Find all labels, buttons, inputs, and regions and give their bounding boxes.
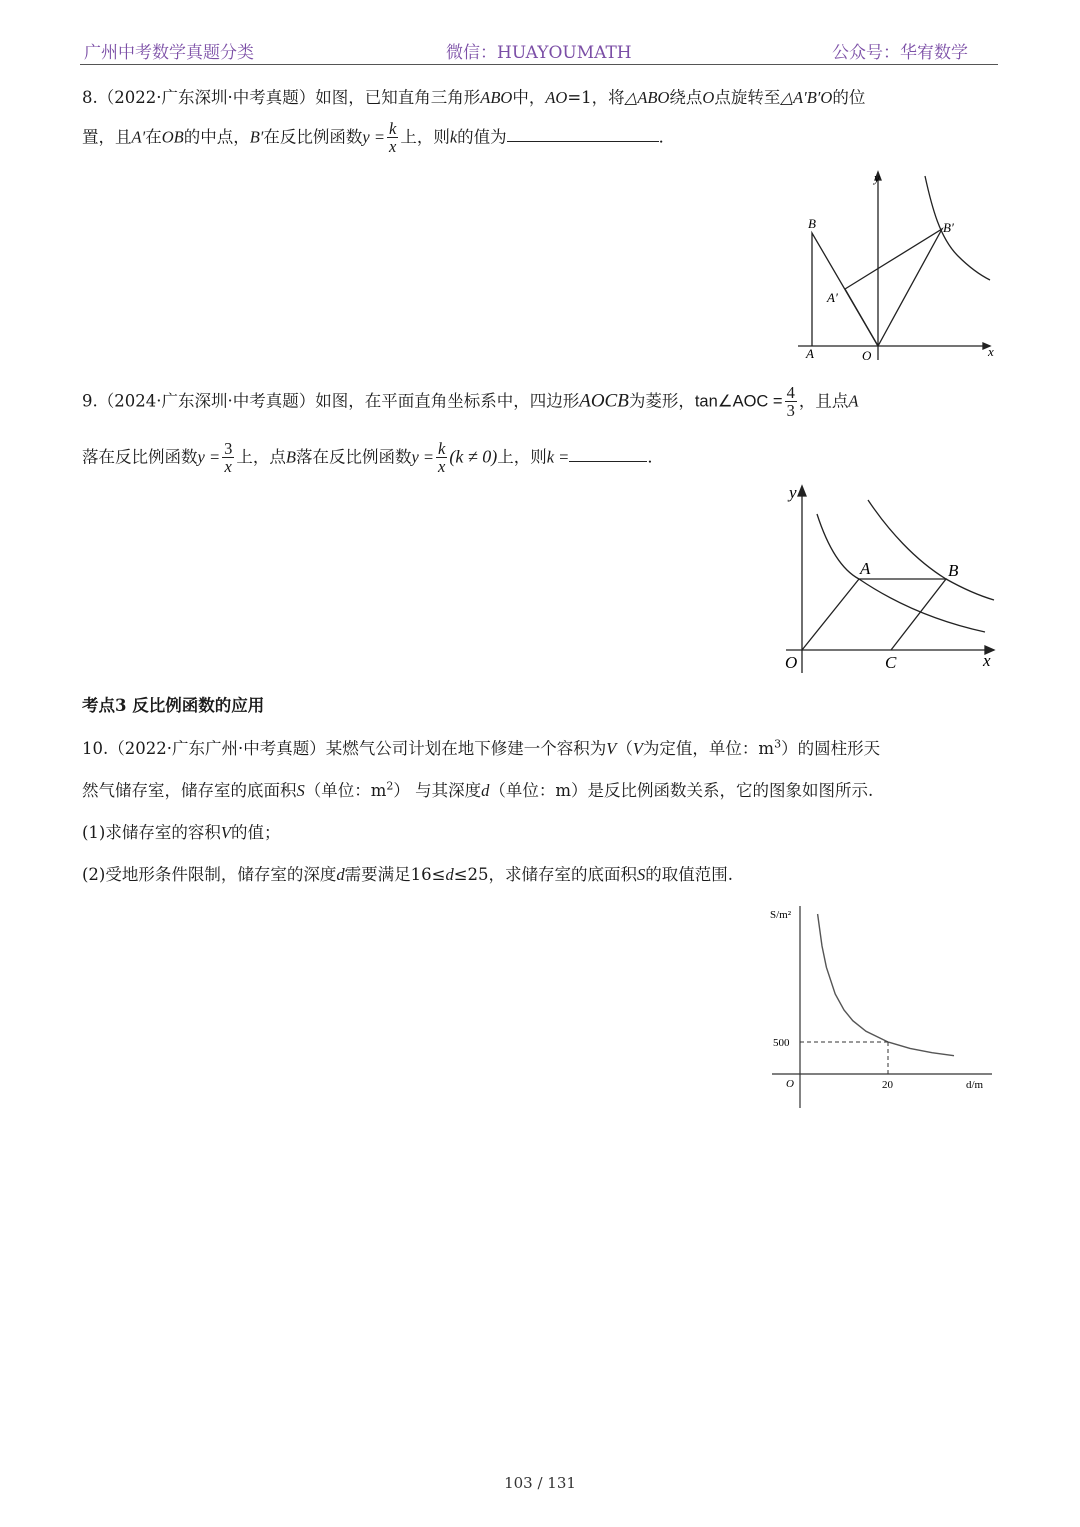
q9-tan-fraction: $\frac{4}{3}$: [786, 383, 795, 421]
q9-answer-blank[interactable]: [569, 447, 647, 462]
q8-fraction: $\frac{k}{x}$: [389, 119, 397, 157]
q8-triangle-apbpo: [845, 229, 942, 346]
q9-line1: 9.（2024·广东深圳·中考真题）如图，在平面直角坐标系中，四边形AOCB为菱形，tan∠AOC = $\frac{4}{3}$ ，且点A: [82, 383, 859, 421]
q9-label-a: A: [860, 559, 871, 578]
q10-part1: (1)求储存室的容积V的值；: [82, 823, 281, 842]
q8-label-b: B: [808, 216, 816, 231]
q9-label-b: B: [948, 561, 959, 580]
q10-part2: (2)受地形条件限制，储存室的深度d需要满足16≤d≤25，求储存室的底面积S的取值范围.: [82, 865, 734, 884]
q8-label-y: y: [874, 170, 880, 185]
q8-label-bp: B′: [943, 220, 954, 235]
q10-ylabel: S/m²: [770, 909, 792, 921]
q10-xtick-20: 20: [882, 1079, 893, 1091]
header-right: 公众号：华宥数学: [832, 43, 968, 63]
q9-label-y: y: [789, 483, 797, 502]
q10-ytick-500: 500: [773, 1037, 790, 1049]
q9-line2: 落在反比例函数y = $\frac{3}{x}$ 上，点B落在反比例函数y = $\frac{k}{x}$ (k ≠ 0)上，则k = ．: [82, 439, 664, 477]
header-left: 广州中考数学真题分类: [84, 43, 254, 63]
header-center: 微信：HUAYOUMATH: [446, 43, 632, 63]
q10-origin: O: [786, 1078, 794, 1090]
q10-curve: [818, 914, 954, 1056]
q9-hyperbola-1: [817, 514, 985, 632]
q8-label-ap: A′: [827, 290, 838, 305]
q9-hyperbola-2: [868, 500, 994, 600]
q10-xlabel: d/m: [966, 1079, 984, 1091]
page-number: 103 / 131: [504, 1474, 576, 1492]
q8-line1: 8.（2022·广东深圳·中考真题）如图，已知直角三角形ABO中，AO=1，将△ABO绕点O点旋转至△A′B′O的位: [82, 88, 866, 107]
q10-line1: 10.（2022·广东广州·中考真题）某燃气公司计划在地下修建一个容积为V（V为定值，单位：$m^3$）的圆柱形天: [82, 737, 881, 758]
q9-label-x: x: [983, 651, 991, 670]
q8-figure: [790, 168, 1005, 368]
q9-rhombus: [802, 579, 946, 650]
q9-y-arrow: [798, 486, 806, 496]
q8-line2: 置，且A′在OB的中点，B′在反比例函数y = $\frac{k}{x}$ 上，则k的值为 ．: [82, 119, 676, 157]
q9-fraction2: $\frac{k}{x}$: [438, 439, 446, 477]
q8-label-a: A: [806, 346, 814, 361]
q8-label-o: O: [862, 348, 872, 363]
q10-line2: 然气储存室，储存室的底面积S（单位：$m^2$） 与其深度d（单位：m）是反比例函数关系，它的图象如图所示.: [82, 779, 874, 800]
q10-chart: [760, 898, 1000, 1118]
section3-title: 考点3 反比例函数的应用: [82, 696, 265, 715]
header-rule: [80, 64, 998, 65]
q8-hyperbola: [925, 176, 990, 280]
q8-answer-blank[interactable]: [507, 127, 659, 142]
q9-label-o: O: [785, 653, 798, 672]
q9-fraction1: $\frac{3}{x}$: [224, 439, 233, 477]
q9-label-c: C: [885, 653, 897, 672]
q8-label-x: x: [988, 344, 994, 359]
q9-figure: [780, 478, 1005, 678]
